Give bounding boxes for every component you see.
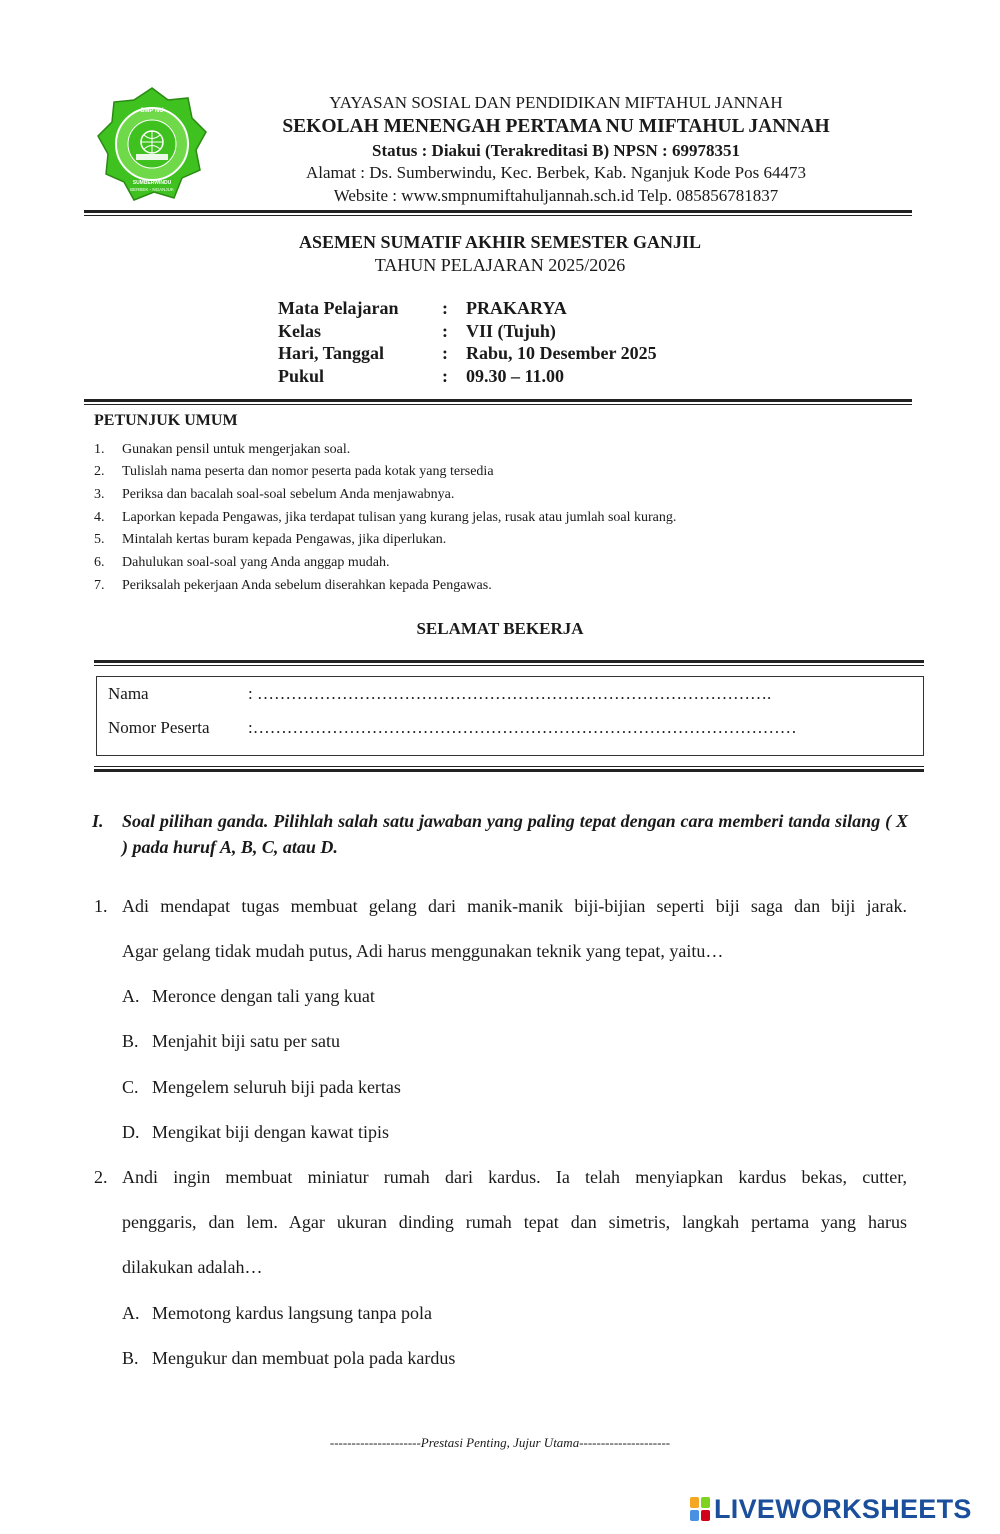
instructions-title: PETUNJUK UMUM: [94, 412, 238, 429]
question-text-line: Andi ingin membuat miniatur rumah dari kardus. Ia telah menyiapkan kardus bekas, cutter,: [122, 1167, 907, 1187]
info-colon: :: [442, 366, 448, 386]
school-website: Website : www.smpnumiftahuljannah.sch.id Telp. 085856781837: [333, 186, 779, 205]
option-letter[interactable]: D.: [122, 1122, 140, 1142]
instruction-item: 2. Tulislah nama peserta dan nomor peserta pada kotak yang tersedia: [94, 464, 494, 479]
info-divider-thick: [84, 399, 912, 402]
instruction-item: 7. Periksalah pekerjaan Anda sebelum diserahkan kepada Pengawas.: [94, 578, 492, 593]
info-colon: :: [442, 343, 448, 363]
header-divider-thin: [84, 215, 912, 216]
info-label-date: Hari, Tanggal: [278, 343, 385, 363]
info-colon: :: [442, 298, 448, 318]
option-letter[interactable]: A.: [122, 986, 140, 1006]
info-divider-thin: [84, 404, 912, 405]
info-colon: :: [442, 321, 448, 341]
participant-number-label: Nomor Peserta: [108, 718, 210, 737]
svg-text:BERBEK - NGANJUK: BERBEK - NGANJUK: [130, 187, 174, 192]
info-label-time: Pukul: [278, 366, 325, 386]
exam-year: TAHUN PELAJARAN 2025/2026: [374, 255, 626, 275]
section-instruction: [92, 808, 908, 860]
participant-number-field[interactable]: :……………………………………………………………………………………: [248, 718, 797, 737]
instruction-item: 5. Mintalah kertas buram kepada Pengawas, jika diperlukan.: [94, 532, 447, 547]
name-field[interactable]: : ……………………………………………………………………………….: [248, 684, 772, 703]
school-status: Status : Diakui (Terakreditasi B) NPSN : 69978351: [372, 141, 740, 160]
info-value-class: VII (Tujuh): [466, 321, 556, 341]
identity-divider-bottom-thick: [94, 769, 924, 772]
exam-title: ASEMEN SUMATIF AKHIR SEMESTER GANJIL: [298, 232, 702, 252]
school-address: Alamat : Ds. Sumberwindu, Kec. Berbek, Kab. Nganjuk Kode Pos 64473: [305, 163, 806, 182]
section-text: Soal pilihan ganda. Pilihlah salah satu jawaban yang paling tepat dengan cara memberi tanda silang ( X ) pada huruf A, B, C, atau D.: [122, 811, 908, 857]
option-text: Meronce dengan tali yang kuat: [152, 986, 375, 1006]
option-text: Mengelem seluruh biji pada kertas: [152, 1077, 401, 1097]
liveworksheets-logo-text: LIVEWORKSHEETS: [714, 1493, 972, 1524]
closing-greeting: SELAMAT BEKERJA: [416, 619, 584, 638]
instruction-item: 1. Gunakan pensil untuk mengerjakan soal.: [94, 442, 351, 457]
name-label: Nama: [108, 684, 149, 703]
question-text-line: Agar gelang tidak mudah putus, Adi harus menggunakan teknik yang tepat, yaitu…: [122, 941, 724, 961]
identity-divider-top-thin: [94, 665, 924, 666]
option-letter[interactable]: A.: [122, 1303, 140, 1323]
info-label-class: Kelas: [278, 321, 321, 341]
option-text: Mengikat biji dengan kawat tipis: [152, 1122, 389, 1142]
page-footer-motto: ---------------------Prestasi Penting, Jujur Utama---------------------: [329, 1435, 671, 1450]
info-label-subject: Mata Pelajaran: [278, 298, 399, 318]
option-text: Menjahit biji satu per satu: [152, 1031, 340, 1051]
liveworksheets-icon: [690, 1497, 710, 1521]
option-text: Memotong kardus langsung tanpa pola: [152, 1303, 432, 1323]
instruction-item: 3. Periksa dan bacalah soal-soal sebelum Anda menjawabnya.: [94, 487, 455, 502]
svg-text:SUMBERWINDU: SUMBERWINDU: [132, 180, 172, 186]
svg-text:SMP NU: SMP NU: [140, 108, 164, 114]
question-number: 1.: [94, 896, 108, 916]
instruction-item: 4. Laporkan kepada Pengawas, jika terdapat tulisan yang kurang jelas, rusak atau jumlah soal kurang.: [94, 510, 677, 525]
info-value-time: 09.30 – 11.00: [466, 366, 565, 386]
question-text-line: penggaris, dan lem. Agar ukuran dinding rumah tepat dan simetris, langkah pertama yang harus: [122, 1212, 907, 1232]
identity-divider-top-thick: [94, 660, 924, 663]
identity-divider-bottom-thin: [94, 766, 924, 767]
question-number: 2.: [94, 1167, 108, 1187]
header-divider-thick: [84, 210, 912, 213]
option-letter[interactable]: B.: [122, 1031, 139, 1051]
question-text-line: dilakukan adalah…: [122, 1257, 263, 1277]
instruction-item: 6. Dahulukan soal-soal yang Anda anggap mudah.: [94, 555, 390, 570]
option-letter[interactable]: C.: [122, 1077, 139, 1097]
liveworksheets-watermark: [690, 1494, 972, 1524]
info-value-subject: PRAKARYA: [466, 298, 567, 318]
option-text: Mengukur dan membuat pola pada kardus: [152, 1348, 456, 1368]
info-value-date: Rabu, 10 Desember 2025: [466, 343, 657, 363]
section-number: I.: [92, 811, 104, 831]
school-name: SEKOLAH MENENGAH PERTAMA NU MIFTAHUL JANNAH: [282, 116, 830, 137]
question-text-line: Adi mendapat tugas membuat gelang dari manik-manik biji-bijian seperti biji saga dan biji jarak.: [122, 896, 907, 916]
foundation-name: YAYASAN SOSIAL DAN PENDIDIKAN MIFTAHUL JANNAH: [329, 93, 783, 112]
option-letter[interactable]: B.: [122, 1348, 139, 1368]
